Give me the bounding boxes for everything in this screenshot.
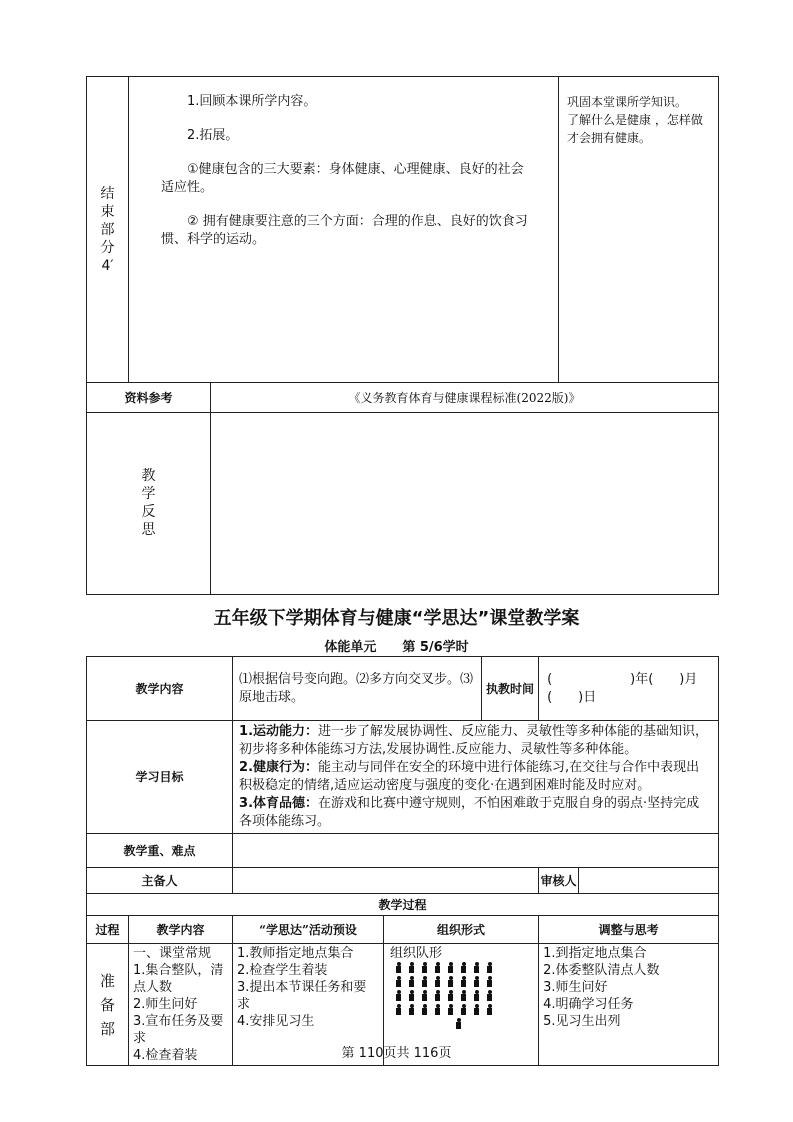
student-figure bbox=[395, 962, 402, 973]
prep-content: 一、课堂常规 1.集合整队，清点人数 2.师生问好 3.宣布任务及要求 4.检查着装 bbox=[129, 944, 233, 1066]
ending-note-2: 了解什么是健康 ，怎样做才会拥有健康。 bbox=[567, 113, 703, 145]
student-figure bbox=[408, 962, 415, 973]
document-subtitle: 体能单元 第 5/6学时 bbox=[324, 640, 469, 655]
org-title: 组织队形 bbox=[390, 946, 443, 961]
student-figure bbox=[473, 990, 480, 1001]
student-figure bbox=[421, 962, 428, 973]
reviewer-value bbox=[579, 868, 719, 894]
student-figure bbox=[486, 1004, 493, 1015]
prep-stage-label: 准 备 部 bbox=[87, 944, 129, 1066]
document-title: 五年级下学期体育与健康“学思达”课堂教学案 bbox=[213, 608, 580, 629]
student-figure bbox=[473, 962, 480, 973]
student-figure bbox=[421, 1004, 428, 1015]
formation-diagram bbox=[390, 962, 532, 1032]
key-points-label: 教学重、难点 bbox=[87, 834, 233, 868]
formation-row bbox=[392, 990, 532, 1004]
lesson-plan-table bbox=[86, 656, 719, 1066]
student-figure bbox=[408, 1004, 415, 1015]
reference-label: 资料参考 bbox=[87, 383, 211, 413]
teaching-content-label: 教学内容 bbox=[87, 657, 233, 721]
student-figure bbox=[460, 962, 467, 973]
host-value bbox=[233, 868, 539, 894]
student-figure bbox=[434, 1004, 441, 1015]
key-points bbox=[233, 834, 719, 868]
page-footer: 第 110页共 116页 bbox=[341, 1046, 452, 1061]
reviewer-label: 审核人 bbox=[539, 868, 579, 894]
student-figure bbox=[486, 976, 493, 987]
student-figure bbox=[447, 962, 454, 973]
header-organization: 组织形式 bbox=[384, 916, 539, 944]
ending-note-1: 巩固本堂课所学知识。 bbox=[567, 95, 688, 109]
formation-row bbox=[392, 976, 532, 990]
ending-item-2: 2.拓展。 bbox=[187, 128, 239, 143]
student-figure bbox=[434, 990, 441, 1001]
goal-item-3: 3.体育品德：在游戏和比赛中遵守规则，不怕困难敢于克服自身的弱点·坚持完成各项体能练习。 bbox=[239, 796, 700, 829]
goal-item-1: 1.运动能力：进一步了解发展协调性、反应能力、灵敏性等多种体能的基础知识，初步将多种体能练习方法,发展协调性.反应能力、灵敏性等多种体能。 bbox=[239, 724, 709, 757]
reflection-label: 教 学 反 思 bbox=[87, 413, 211, 595]
header-activities: “学思达”活动预设 bbox=[233, 916, 384, 944]
student-figure bbox=[421, 976, 428, 987]
goals-content bbox=[233, 721, 719, 834]
lesson-ending-table bbox=[86, 76, 719, 595]
ending-item-1: 1.回顾本课所学内容。 bbox=[187, 94, 317, 109]
reference-text: 《义务教育体育与健康课程标准(2022版)》 bbox=[211, 383, 719, 413]
ending-content bbox=[129, 77, 559, 383]
student-figure bbox=[434, 976, 441, 987]
header-stage: 过程 bbox=[87, 916, 129, 944]
exec-date: ( )年( )月( )日 bbox=[539, 657, 719, 721]
reflection-content bbox=[211, 413, 719, 595]
process-label: 教学过程 bbox=[87, 894, 719, 916]
formation-row bbox=[392, 1004, 532, 1018]
goals-label: 学习目标 bbox=[87, 721, 233, 834]
ending-item-4: ② 拥有健康要注意的三个方面：合理的作息、良好的饮食习惯、科学的运动。 bbox=[161, 214, 528, 247]
student-figure bbox=[395, 976, 402, 987]
student-figure bbox=[460, 1004, 467, 1015]
host-label: 主备人 bbox=[87, 868, 233, 894]
formation-row bbox=[392, 962, 532, 976]
header-content: 教学内容 bbox=[129, 916, 233, 944]
student-figure bbox=[447, 1004, 454, 1015]
student-figure bbox=[408, 990, 415, 1001]
exec-time-label: 执教时间 bbox=[482, 657, 539, 721]
ending-notes bbox=[559, 77, 719, 383]
ending-section-label: 结 束 部 分 4′ bbox=[87, 77, 129, 383]
student-figure bbox=[395, 1004, 402, 1015]
student-figure bbox=[408, 976, 415, 987]
student-figure bbox=[447, 990, 454, 1001]
student-figure bbox=[486, 990, 493, 1001]
ending-item-3: ①健康包含的三大要素：身体健康、心理健康、良好的社会适应性。 bbox=[161, 162, 524, 195]
student-figure bbox=[460, 976, 467, 987]
teacher-figure bbox=[455, 1018, 462, 1029]
teaching-content: ⑴根据信号变向跑。⑵多方向交叉步。⑶原地击球。 bbox=[233, 657, 482, 721]
prep-activities: 1.教师指定地点集合 2.检查学生着装 3.提出本节课任务和要求 4.安排见习生 bbox=[233, 944, 384, 1066]
formation-teacher-row bbox=[392, 1018, 532, 1032]
header-adjustment: 调整与思考 bbox=[539, 916, 719, 944]
student-figure bbox=[395, 990, 402, 1001]
goal-item-2: 2.健康行为：能主动与同伴在安全的环境中进行体能练习,在交往与合作中表现出积极稳定的情绪,适应运动密度与强度的变化·在遇到困难时能及时应对。 bbox=[239, 760, 700, 793]
student-figure bbox=[486, 962, 493, 973]
student-figure bbox=[473, 976, 480, 987]
student-figure bbox=[447, 976, 454, 987]
student-figure bbox=[434, 962, 441, 973]
prep-adjustment: 1.到指定地点集合 2.体委整队清点人数 3.师生问好 4.明确学习任务 5.见习生出列 bbox=[539, 944, 719, 1066]
student-figure bbox=[460, 990, 467, 1001]
student-figure bbox=[421, 990, 428, 1001]
student-figure bbox=[473, 1004, 480, 1015]
